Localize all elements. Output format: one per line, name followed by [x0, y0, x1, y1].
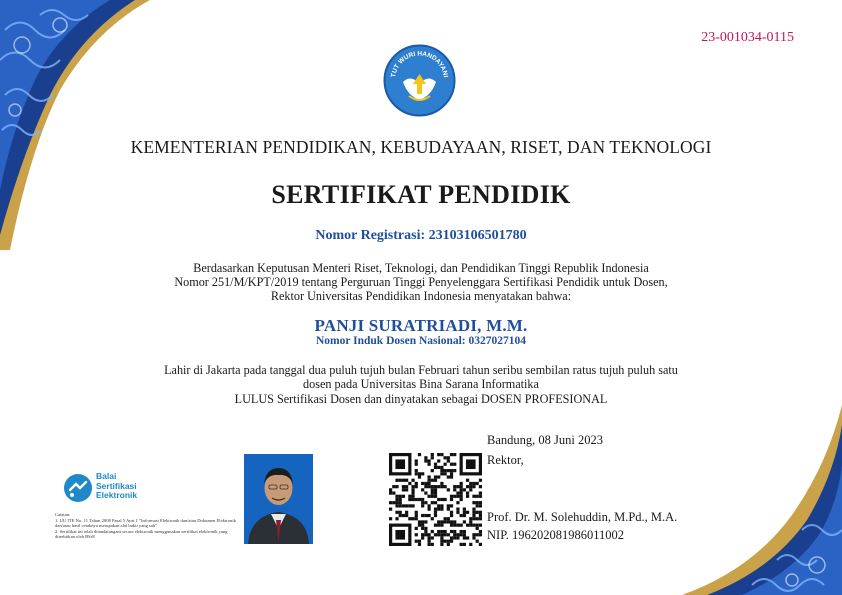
intro-line: Berdasarkan Keputusan Menteri Riset, Teknologi, dan Pendidikan Tinggi Republik Indonesia: [193, 261, 649, 275]
recipient-name: PANJI SURATRIADI, M.M.: [314, 316, 528, 335]
qr-code: [389, 453, 482, 546]
top-left-wave-ornament: [0, 0, 210, 250]
note-title: Catatan:: [55, 512, 71, 517]
note-item: 1. UU ITE No. 11 Tahun 2008 Pasal 5 Ayat 1 "Informasi Elektronik dan/atau Dokumen Elektronik dan/atau hasil cetaknya merupakan alat bukti yang sah": [55, 517, 236, 528]
nidn-number: Nomor Induk Dosen Nasional: 0327027104: [315, 335, 526, 347]
bse-logo: [63, 470, 153, 506]
certificate-number: 23-001034-0115: [701, 30, 794, 45]
signer-nip: NIP. 196202081986011002: [487, 528, 625, 542]
bse-label: Balai: [96, 471, 117, 481]
intro-line: Nomor 251/M/KPT/2019 tentang Perguruan Tinggi Penyelenggara Sertifikasi Pendidik untuk Dosen,: [174, 275, 668, 289]
tut-wuri-handayani-emblem: [383, 44, 456, 117]
signer-role: Rektor,: [487, 453, 524, 467]
place-date: Bandung, 08 Juni 2023: [487, 433, 603, 447]
intro-line: Rektor Universitas Pendidikan Indonesia menyatakan bahwa:: [270, 289, 572, 303]
detail-line: LULUS Sertifikasi Dosen dan dinyatakan sebagai DOSEN PROFESIONAL: [234, 392, 608, 406]
note-item: 2. Sertifikat ini telah ditandatangani secara elektronik menggunakan sertifikat elektronik yang diterbitkan oleh BSrE: [55, 528, 228, 539]
detail-line: Lahir di Jakarta pada tanggal dua puluh tujuh bulan Februari tahun seribu sembilan ratus tujuh puluh satu: [164, 363, 678, 377]
bse-label: Elektronik: [96, 490, 138, 500]
bse-label: Sertifikasi: [96, 480, 137, 491]
legal-note: [55, 512, 245, 540]
ministry-name: KEMENTERIAN PENDIDIKAN, KEBUDAYAAN, RISET, DAN TEKNOLOGI: [130, 137, 712, 157]
emblem-motto: TUT WURI HANDAYANI: [390, 50, 449, 78]
signer-name: Prof. Dr. M. Solehuddin, M.Pd., M.A.: [487, 510, 678, 524]
registration-number: Nomor Registrasi: 23103106501780: [315, 228, 527, 243]
recipient-photo: [244, 454, 313, 544]
certificate-title: SERTIFIKAT PENDIDIK: [271, 180, 571, 209]
detail-line: dosen pada Universitas Bina Sarana Informatika: [303, 377, 539, 391]
bottom-right-wave-ornament: [602, 405, 842, 595]
bse-emblem-icon: [63, 473, 93, 503]
